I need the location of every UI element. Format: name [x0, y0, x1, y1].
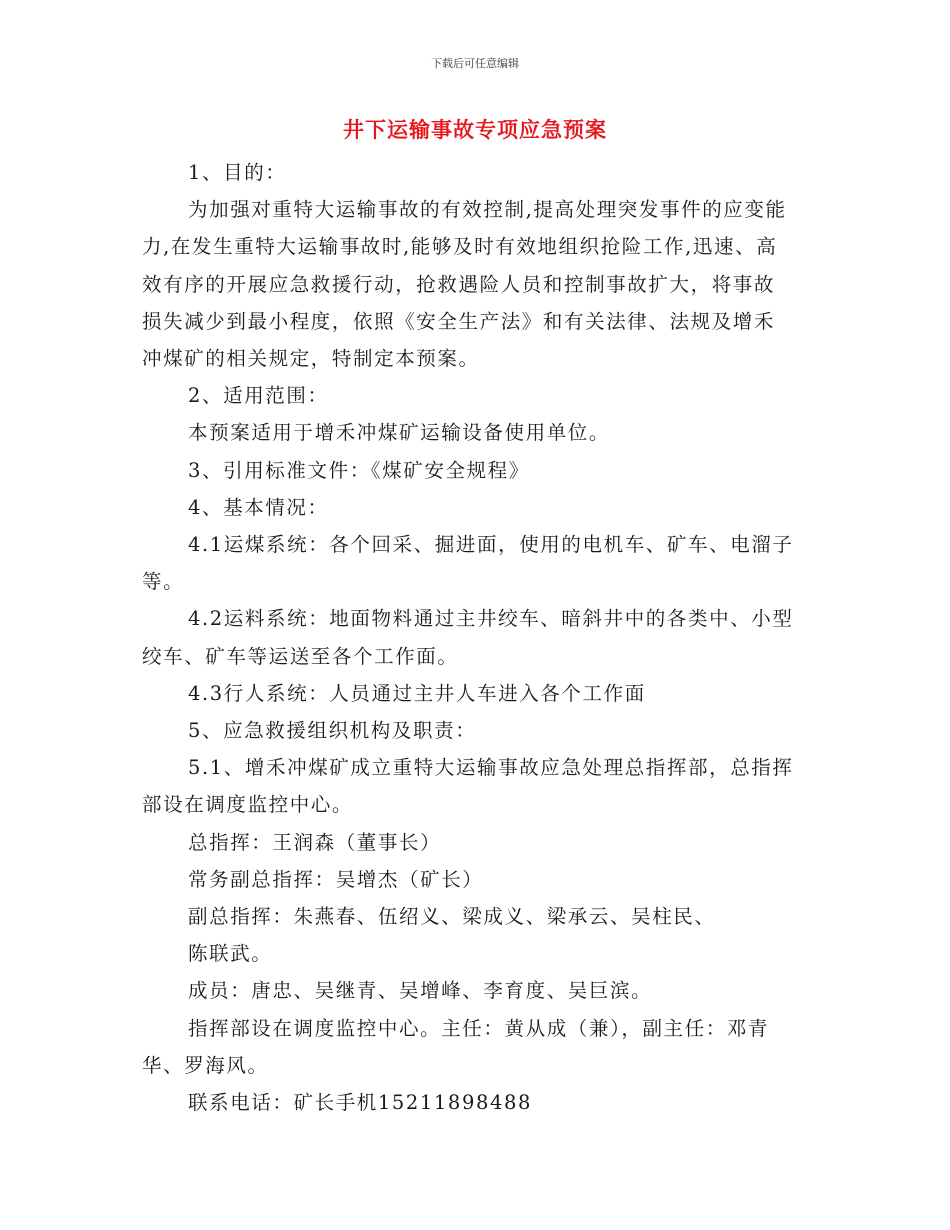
body-line: 效有序的开展应急救援行动，抢救遇险人员和控制事故扩大，将事故 [142, 272, 776, 296]
body-line: 成员：唐忠、吴继青、吴增峰、李育度、吴巨滨。 [188, 979, 653, 1003]
body-line: 3、引用标准文件：《煤矿安全规程》 [188, 458, 530, 482]
document-body [142, 154, 814, 1121]
body-line: 联系电话：矿长手机15211898488 [188, 1091, 532, 1115]
body-line: 为加强对重特大运输事故的有效控制,提高处理突发事件的应变能 [188, 198, 787, 222]
body-line: 4、基本情况： [188, 495, 329, 519]
body-line: 4.2运料系统：地面物料通过主井绞车、暗斜井中的各类中、小型 [188, 607, 794, 631]
body-line: 绞车、矿车等运送至各个工作面。 [142, 644, 459, 668]
body-line: 副总指挥：朱燕春、伍绍义、梁成义、梁承云、吴柱民、 [188, 905, 716, 929]
header-note: 下载后可任意编辑 [431, 57, 519, 70]
body-line: 4.3行人系统：人员通过主井人车进入各个工作面 [188, 681, 646, 705]
body-line: 华、罗海风。 [142, 1053, 269, 1077]
body-line: 4.1运煤系统：各个回采、掘进面，使用的电机车、矿车、电溜子 [188, 533, 794, 557]
document-title: 井下运输事故专项应急预案 [343, 118, 607, 142]
body-line: 部设在调度监控中心。 [142, 793, 354, 817]
body-line: 1、目的： [188, 161, 287, 184]
body-line: 力,在发生重特大运输事故时,能够及时有效地组织抢险工作,迅速、高 [142, 235, 778, 259]
body-line: 陈联武。 [188, 942, 273, 966]
body-line: 冲煤矿的相关规定，特制定本预案。 [142, 347, 480, 371]
body-line: 2、适用范围： [188, 384, 329, 408]
body-line: 总指挥：王润森（董事长） [188, 830, 442, 854]
body-line: 指挥部设在调度监控中心。主任：黄从成（兼），副主任：邓青 [188, 1016, 770, 1040]
body-line: 本预案适用于增禾冲煤矿运输设备使用单位。 [188, 421, 611, 445]
body-line: 常务副总指挥：吴增杰（矿长） [188, 867, 484, 891]
body-line: 等。 [142, 570, 185, 594]
body-line: 损失减少到最小程度，依照《安全生产法》和有关法律、法规及增禾 [142, 309, 776, 333]
body-line: 5.1、增禾冲煤矿成立重特大运输事故应急处理总指挥部，总指挥 [188, 756, 794, 780]
body-line: 5、应急救援组织机构及职责： [188, 719, 477, 743]
